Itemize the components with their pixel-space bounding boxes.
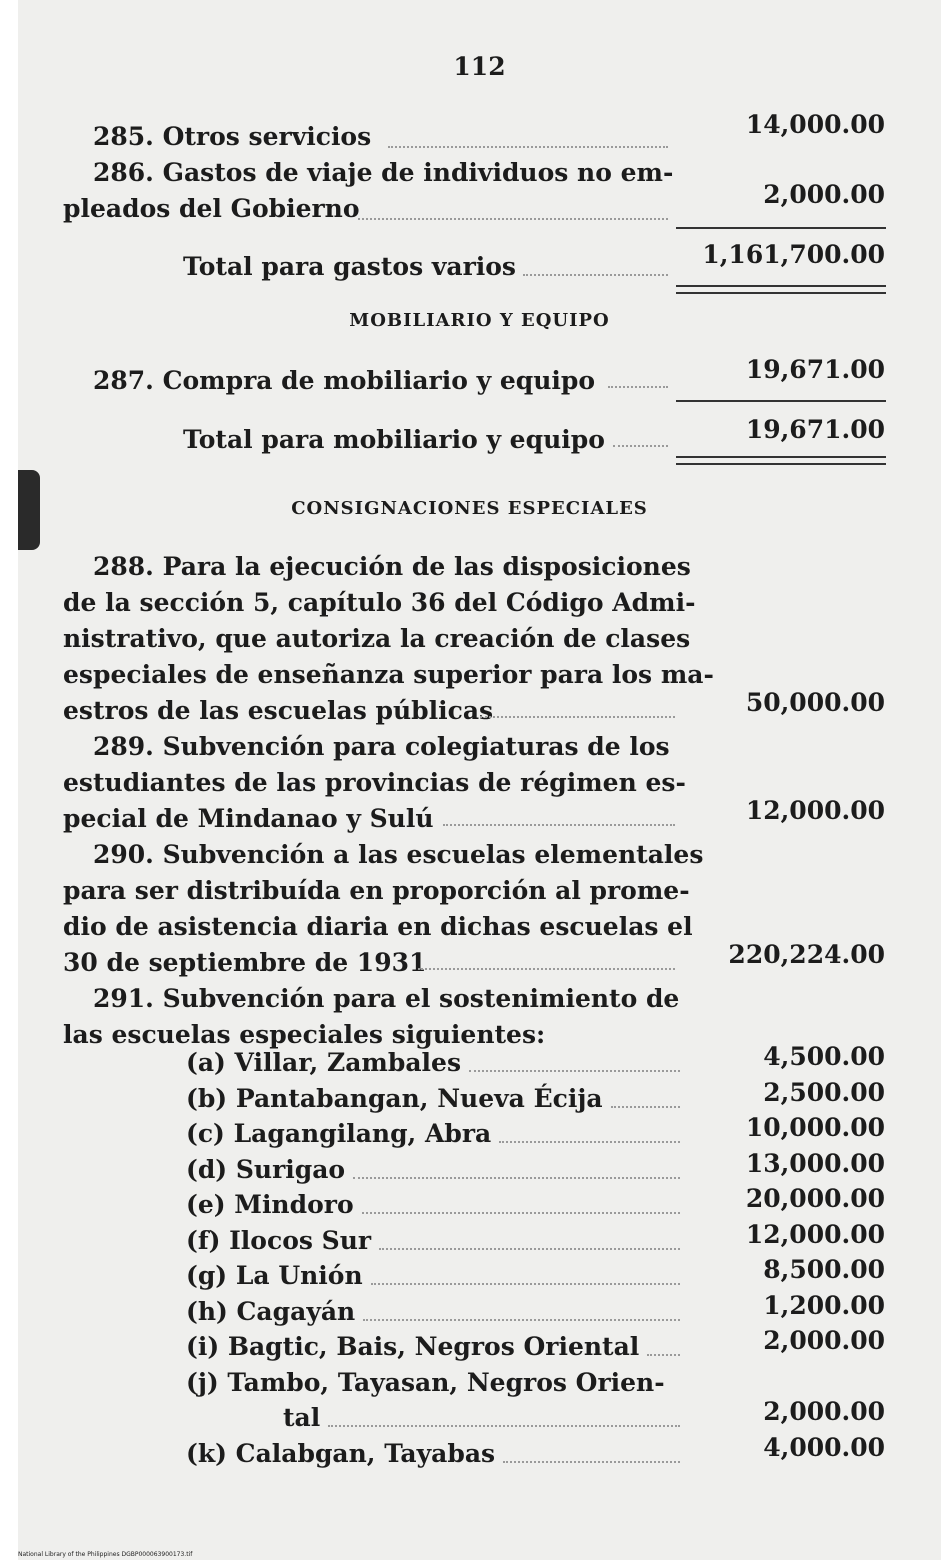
school-item-amount: 20,000.00 <box>745 1184 885 1213</box>
item-286-label-line1: 286. Gastos de viaje de individuos no em- <box>93 158 674 187</box>
school-item-amount: 12,000.00 <box>745 1219 885 1249</box>
item-289-label-line1: 289. Subvención para colegiaturas de los <box>93 732 670 761</box>
dot-leader <box>523 274 668 276</box>
school-item-label: (k) Calabgan, Tayabas <box>186 1438 496 1468</box>
dot-leader <box>371 1283 680 1285</box>
item-290-label-line1: 290. Subvención a las escuelas elementales <box>93 840 704 869</box>
school-item-amount: 13,000.00 <box>745 1148 885 1178</box>
item-290-label-line3: dio de asistencia diaria en dichas escuelas el <box>63 912 693 941</box>
school-item-label: (j) Tambo, Tayasan, Negros Orien- <box>186 1367 665 1397</box>
dot-leader <box>418 968 675 970</box>
item-288-amount: 50,000.00 <box>745 688 885 717</box>
total-double-rule <box>676 285 886 294</box>
school-item-label: tal <box>283 1403 321 1432</box>
item-291-label-line1: 291. Subvención para el sostenimiento de <box>93 984 680 1013</box>
item-290-label-line4: 30 de septiembre de 1931 <box>63 948 427 977</box>
item-288-label-line2: de la sección 5, capítulo 36 del Código Admi- <box>63 588 696 617</box>
total-gastos-amount: 1,161,700.00 <box>702 240 885 269</box>
dot-leader <box>379 1248 680 1250</box>
item-289-amount: 12,000.00 <box>745 796 885 825</box>
dot-leader <box>358 218 668 220</box>
school-item-amount: 2,500.00 <box>763 1077 885 1107</box>
document-page <box>18 0 941 1560</box>
dot-leader <box>613 445 668 447</box>
school-item-amount: 8,500.00 <box>763 1255 885 1284</box>
dot-leader <box>363 1319 680 1321</box>
item-289-label-line2: estudiantes de las provincias de régimen es- <box>63 768 686 797</box>
dot-leader <box>443 824 675 826</box>
section-heading-mobiliario: MOBILIARIO Y EQUIPO <box>349 310 610 331</box>
scan-footer: National Library of the Philippines DGBP000063900173.tif <box>18 1551 193 1558</box>
item-285-amount: 14,000.00 <box>745 110 885 139</box>
school-item-label: (b) Pantabangan, Nueva Écija <box>186 1083 603 1113</box>
school-item-amount: 4,500.00 <box>763 1042 885 1071</box>
item-287-label: 287. Compra de mobiliario y equipo <box>93 366 596 395</box>
school-item-amount: 10,000.00 <box>745 1113 885 1142</box>
dot-leader <box>480 716 675 718</box>
item-288-label-line5: estros de las escuelas públicas <box>63 696 494 725</box>
school-item-label: (i) Bagtic, Bais, Negros Oriental <box>186 1332 640 1361</box>
school-item-amount: 1,200.00 <box>763 1290 885 1320</box>
item-290-label-line2: para ser distribuída en proporción al prome- <box>63 876 690 905</box>
school-item-label: (f) Ilocos Sur <box>186 1225 372 1255</box>
school-item-label: (d) Surigao <box>186 1154 346 1184</box>
page-number: 112 <box>453 52 506 81</box>
dot-leader <box>608 386 668 388</box>
total-mobiliario-label: Total para mobiliario y equipo <box>183 425 605 454</box>
school-item-label: (e) Mindoro <box>186 1190 354 1219</box>
total-mobiliario-amount: 19,671.00 <box>745 415 885 444</box>
subtotal-rule <box>676 227 886 229</box>
school-item-amount: 4,000.00 <box>763 1432 885 1462</box>
dot-leader <box>611 1106 680 1108</box>
dot-leader <box>503 1461 680 1463</box>
item-285-label: 285. Otros servicios <box>93 122 372 151</box>
dot-leader <box>388 146 668 148</box>
school-item-label: (c) Lagangilang, Abra <box>186 1119 492 1148</box>
school-item-label: (h) Cagayán <box>186 1296 356 1326</box>
dot-leader <box>647 1354 680 1356</box>
section-heading-consignaciones: CONSIGNACIONES ESPECIALES <box>291 498 648 519</box>
school-item-amount: 2,000.00 <box>763 1326 885 1355</box>
dot-leader <box>328 1425 680 1427</box>
item-288-label-line1: 288. Para la ejecución de las disposiciones <box>93 552 691 581</box>
item-286-label-line2: pleados del Gobierno <box>63 194 360 223</box>
school-item-label: (g) La Unión <box>186 1261 363 1290</box>
dot-leader <box>499 1141 680 1143</box>
item-288-label-line4: especiales de enseñanza superior para los ma- <box>63 660 714 689</box>
item-289-label-line3: pecial de Mindanao y Sulú <box>63 804 434 833</box>
dot-leader <box>353 1177 680 1179</box>
item-288-label-line3: nistrativo, que autoriza la creación de clases <box>63 624 691 653</box>
school-item-label: (a) Villar, Zambales <box>186 1048 462 1077</box>
item-290-amount: 220,224.00 <box>728 940 885 969</box>
dot-leader <box>469 1070 680 1072</box>
item-287-amount: 19,671.00 <box>745 355 885 384</box>
total-double-rule <box>676 456 886 465</box>
item-291-label-line2: las escuelas especiales siguientes: <box>63 1020 546 1049</box>
subtotal-rule <box>676 400 886 402</box>
total-gastos-label: Total para gastos varios <box>183 252 517 281</box>
item-286-amount: 2,000.00 <box>763 180 885 209</box>
dot-leader <box>362 1212 680 1214</box>
school-item-amount: 2,000.00 <box>763 1397 885 1426</box>
